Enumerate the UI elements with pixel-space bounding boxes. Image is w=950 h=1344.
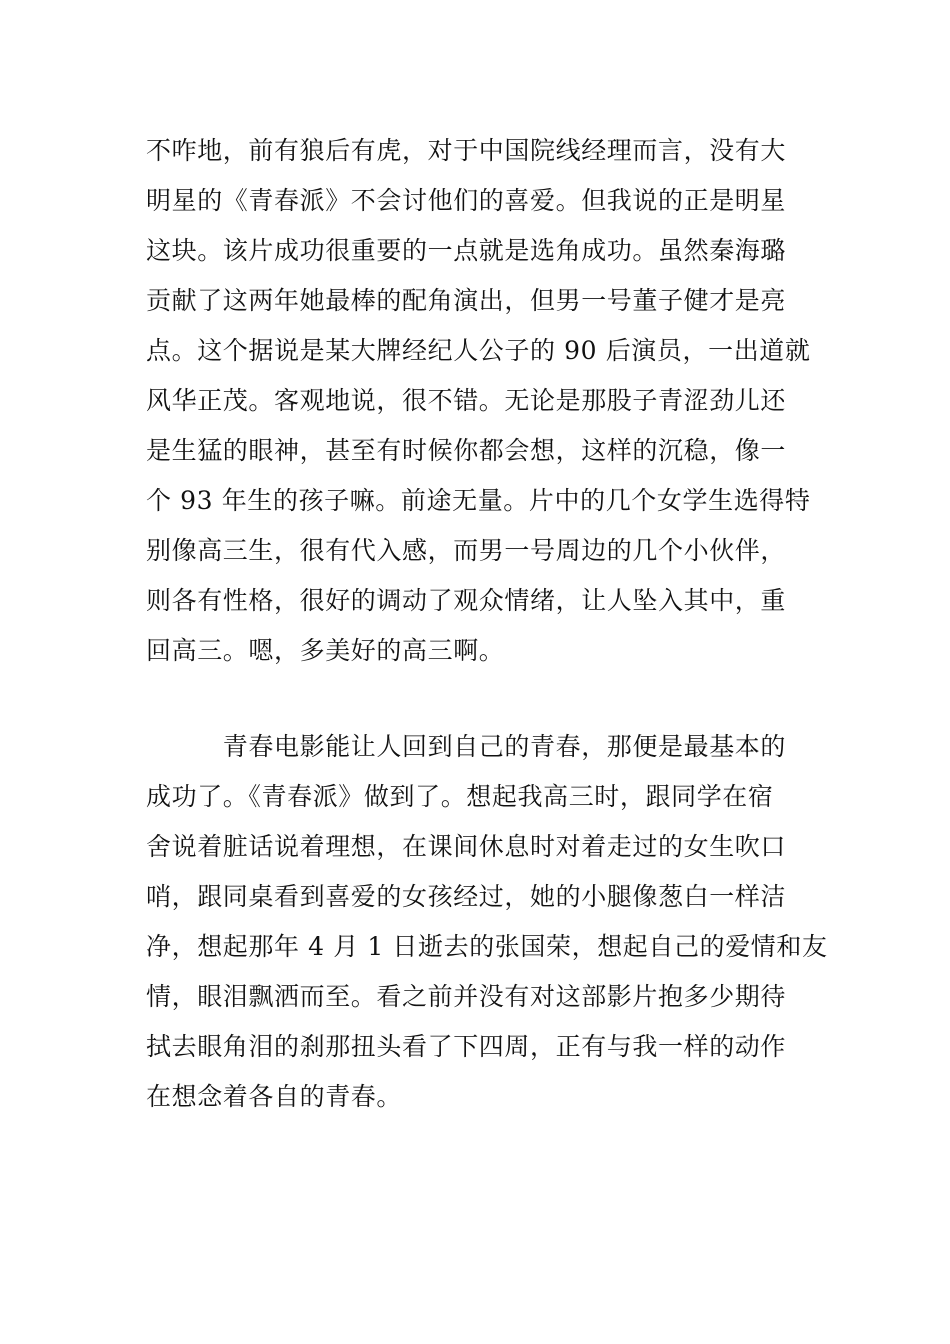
- text-line: 情，眼泪飘洒而至。看之前并没有对这部影片抱多少期待: [146, 982, 787, 1011]
- text-line: 不咋地，前有狼后有虎，对于中国院线经理而言，没有大: [146, 136, 787, 165]
- text-line: 则各有性格，很好的调动了观众情绪，让人坠入其中，重: [146, 586, 787, 615]
- text-line: 这块。该片成功很重要的一点就是选角成功。虽然秦海璐: [146, 236, 787, 265]
- paragraph-2: [146, 722, 828, 1122]
- text-line: 点。这个据说是某大牌经纪人公子的 90 后演员，一出道就: [146, 336, 811, 365]
- text-line: 在想念着各自的青春。: [146, 1082, 403, 1111]
- text-line: 贡献了这两年她最棒的配角演出，但男一号董子健才是亮: [146, 286, 787, 315]
- text-line: 拭去眼角泪的刹那扭头看了下四周，正有与我一样的动作: [146, 1032, 787, 1061]
- text-line: 明星的《青春派》不会讨他们的喜爱。但我说的正是明星: [146, 186, 787, 215]
- text-line: 回高三。嗯，多美好的高三啊。: [146, 636, 505, 665]
- text-line: 个 93 年生的孩子嘛。前途无量。片中的几个女学生选得特: [146, 486, 811, 515]
- text-line: 成功了。《青春派》做到了。想起我高三时，跟同学在宿: [146, 782, 774, 811]
- text-line: 舍说着脏话说着理想，在课间休息时对着走过的女生吹口: [146, 832, 787, 861]
- text-line: 风华正茂。客观地说，很不错。无论是那股子青涩劲儿还: [146, 386, 787, 415]
- text-line: 是生猛的眼神，甚至有时候你都会想，这样的沉稳，像一: [146, 436, 787, 465]
- text-line: 青春电影能让人回到自己的青春，那便是最基本的: [146, 732, 787, 761]
- text-line: 别像高三生，很有代入感，而男一号周边的几个小伙伴，: [146, 536, 787, 565]
- text-line: 净，想起那年 4 月 1 日逝去的张国荣，想起自己的爱情和友: [146, 932, 828, 961]
- paragraph-1: [146, 126, 811, 676]
- text-line: 哨，跟同桌看到喜爱的女孩经过，她的小腿像葱白一样洁: [146, 882, 787, 911]
